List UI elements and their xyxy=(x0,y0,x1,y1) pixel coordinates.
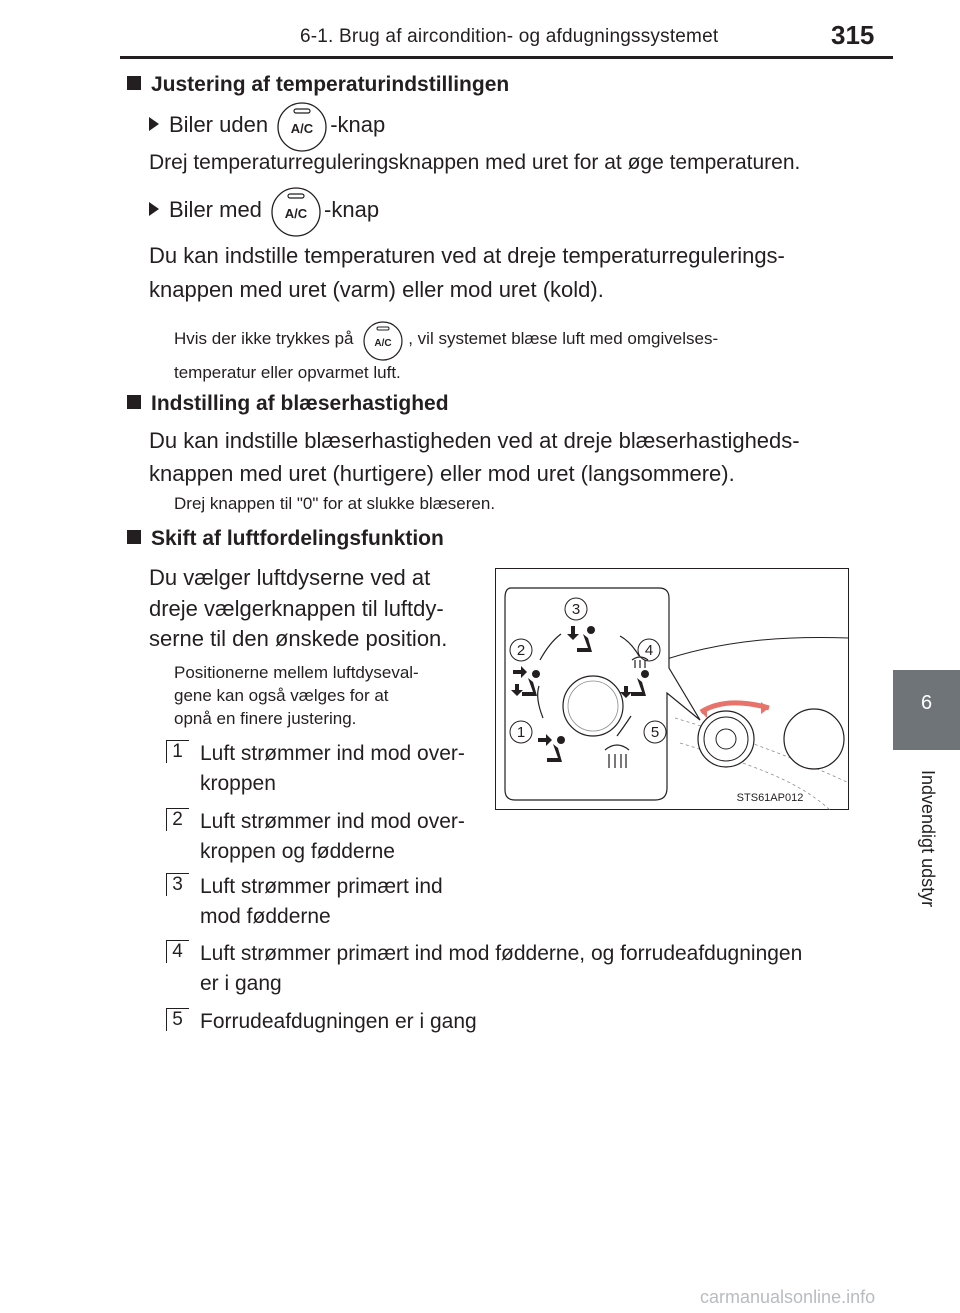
temperature-note-line-2: temperatur eller opvarmet luft. xyxy=(174,363,401,382)
header-rule xyxy=(120,56,893,59)
square-bullet-icon xyxy=(127,395,141,409)
triangle-bullet-icon xyxy=(149,117,159,131)
item-1-line-1: Luft strømmer ind mod over- xyxy=(200,742,465,765)
ac-button-icon xyxy=(270,185,322,237)
diagram-code: STS61AP012 xyxy=(736,792,804,804)
text-with-ac-2: knappen med uret (varm) eller mod uret (kold). xyxy=(149,277,604,302)
item-number-2: 2 xyxy=(166,808,189,831)
airflow-note-3: opnå en finere justering. xyxy=(174,709,357,728)
chapter-number: 6 xyxy=(920,692,933,714)
item-2-line-1: Luft strømmer ind mod over- xyxy=(200,810,465,833)
text-without-ac: Drej temperaturreguleringsknappen med uret for at øge temperaturen. xyxy=(149,151,801,174)
airflow-selector-diagram xyxy=(495,568,849,810)
item-number-4: 4 xyxy=(166,940,189,963)
item-2-line-2: kroppen og fødderne xyxy=(200,840,395,863)
chapter-tab xyxy=(893,670,960,750)
ac-button-icon xyxy=(276,100,328,152)
diagram-label-5: 5 xyxy=(650,724,660,741)
section-heading-fan: Indstilling af blæserhastighed xyxy=(127,392,449,416)
fan-text-2: knappen med uret (hurtigere) eller mod uret (langsommere). xyxy=(149,461,735,486)
case-without-ac: Biler uden A/C -knap xyxy=(149,112,385,138)
airflow-text-3: serne til den ønskede position. xyxy=(149,626,448,651)
diagram-label-2: 2 xyxy=(516,642,526,659)
svg-text:A/C: A/C xyxy=(374,337,392,349)
item-number-3: 3 xyxy=(166,873,189,896)
airflow-text-1: Du vælger luftdyserne ved at xyxy=(149,565,431,590)
temperature-note-line-1: Hvis der ikke trykkes på A/C , vil systemet blæse luft med omgivelses- xyxy=(174,329,718,349)
diagram-label-1: 1 xyxy=(516,724,526,741)
item-3-line-2: mod fødderne xyxy=(200,905,331,928)
watermark: carmanualsonline.info xyxy=(700,1287,876,1307)
svg-text:A/C: A/C xyxy=(291,121,314,137)
square-bullet-icon xyxy=(127,530,141,544)
fan-note: Drej knappen til "0" for at slukke blæseren. xyxy=(174,494,496,513)
item-number-1: 1 xyxy=(166,740,189,763)
text-with-ac-1: Du kan indstille temperaturen ved at dreje temperaturregulerings- xyxy=(149,243,785,268)
airflow-note-1: Positionerne mellem luftdyseval- xyxy=(174,663,419,682)
diagram-label-4: 4 xyxy=(644,642,654,659)
chapter-label xyxy=(895,770,955,990)
diagram-label-3: 3 xyxy=(571,601,581,618)
airflow-note-2: gene kan også vælges for at xyxy=(174,686,389,705)
item-3-line-1: Luft strømmer primært ind xyxy=(200,875,443,898)
header-title: 6-1. Brug af aircondition- og afdugningssystemet xyxy=(300,26,719,47)
triangle-bullet-icon xyxy=(149,202,159,216)
chapter-label-text: Indvendigt udstyr xyxy=(918,770,938,908)
ac-button-icon xyxy=(362,319,404,361)
item-4-line-2: er i gang xyxy=(200,972,282,995)
item-4-line-1: Luft strømmer primært ind mod fødderne, og forrudeafdugningen xyxy=(200,942,803,965)
fan-text-1: Du kan indstille blæserhastigheden ved at dreje blæserhastigheds- xyxy=(149,428,800,453)
item-number-5: 5 xyxy=(166,1008,189,1031)
page-number: 315 xyxy=(831,20,875,50)
section-heading-airflow: Skift af luftfordelingsfunktion xyxy=(127,527,444,551)
item-5-line-1: Forrudeafdugningen er i gang xyxy=(200,1010,477,1033)
airflow-text-2: dreje vælgerknappen til luftdy- xyxy=(149,596,444,621)
section-heading-temperature: Justering af temperaturindstillingen xyxy=(127,73,509,97)
case-with-ac: Biler med A/C -knap xyxy=(149,197,379,223)
item-1-line-2: kroppen xyxy=(200,772,276,795)
svg-text:A/C: A/C xyxy=(284,206,308,222)
square-bullet-icon xyxy=(127,76,141,90)
